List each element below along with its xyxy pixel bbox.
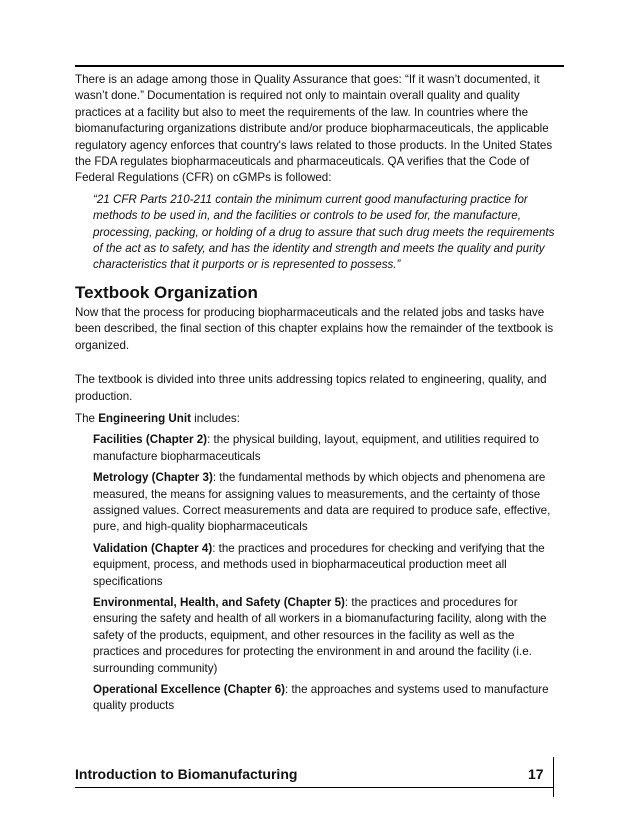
- list-item: [93, 470, 564, 536]
- cfr-quote: “21 CFR Parts 210-211 contain the minimum current good manufacturing practice for methods to be used in, and the facilities or controls to be used for, the manufacture, processing, packing, or holding of a drug to assure that such drug meets the requirements of the act as to safety, and has the identity and strength and meets the quality and purity characteristics that it purports or is represented to possess.”: [93, 192, 555, 272]
- list-item: [93, 432, 564, 465]
- item-desc: : the physical building, layout, equipment, and utilities required to manufacture biopharmaceuticals: [93, 433, 539, 463]
- section-heading: Textbook Organization: [75, 282, 258, 302]
- item-term: Facilities (Chapter 2): [93, 433, 208, 447]
- paragraph-process: Now that the process for producing biopharmaceuticals and the related jobs and tasks have been described, the final section of this chapter explains how the remainder of the textbook is organized.: [75, 305, 554, 352]
- footer-divider: [553, 757, 554, 797]
- page-body: [75, 72, 564, 720]
- item-term: Metrology (Chapter 3): [93, 471, 213, 485]
- list-item: [93, 595, 564, 677]
- unit-intro: [75, 411, 564, 427]
- item-desc: : the practices and procedures for ensuring the safety and health of all workers in a biomanufacturing facility, along with the safety of the products, equipment, and other resources in the facility as well as the practices and procedures for protecting the environment in and around the facility (i.e. surrounding community): [93, 595, 547, 675]
- item-term: Validation (Chapter 4): [93, 541, 213, 555]
- page-number: 17: [528, 766, 544, 782]
- item-desc: : the practices and procedures for checking and verifying that the equipment, process, and methods used in biopharmaceutical production meet all specifications: [93, 541, 545, 588]
- intro-paragraph: There is an adage among those in Quality Assurance that goes: “If it wasn’t documented, it wasn’t done.” Documentation is required not only to maintain overall quality and quality practices at a facility but also to meet the requirements of the law. In countries where the biomanufacturing organizations distribute and/or produce biopharmaceuticals, the applicable regulatory agency enforces that country's laws related to those products. In the United States the FDA regulates biopharmaceuticals and pharmaceuticals. QA verifies that the Code of Federal Regulations (CFR) on cGMPs is followed:: [75, 73, 553, 185]
- unit-intro-suffix: includes:: [190, 411, 240, 425]
- item-desc: : the approaches and systems used to manufacture quality products: [93, 683, 549, 713]
- item-term: Operational Excellence (Chapter 6): [93, 683, 286, 696]
- paragraph-units: The textbook is divided into three units addressing topics related to engineering, quality, and production.: [75, 373, 547, 403]
- list-item: [93, 541, 564, 590]
- footer-title: Introduction to Biomanufacturing: [75, 766, 298, 782]
- item-term: Environmental, Health, and Safety (Chapter 5): [93, 595, 345, 609]
- item-desc: : the fundamental methods by which objects and phenomena are measured, the means for assigning values to measurements, and the certainty of those assigned values. Correct measurements and data are required to produce safe, effective, pure, and high-quality biopharmaceuticals: [93, 471, 551, 534]
- list-item: [93, 682, 564, 715]
- header-rule: [75, 65, 564, 67]
- unit-name: Engineering Unit: [98, 411, 191, 425]
- footer-rule: [75, 787, 553, 788]
- unit-intro-prefix: The: [75, 411, 99, 425]
